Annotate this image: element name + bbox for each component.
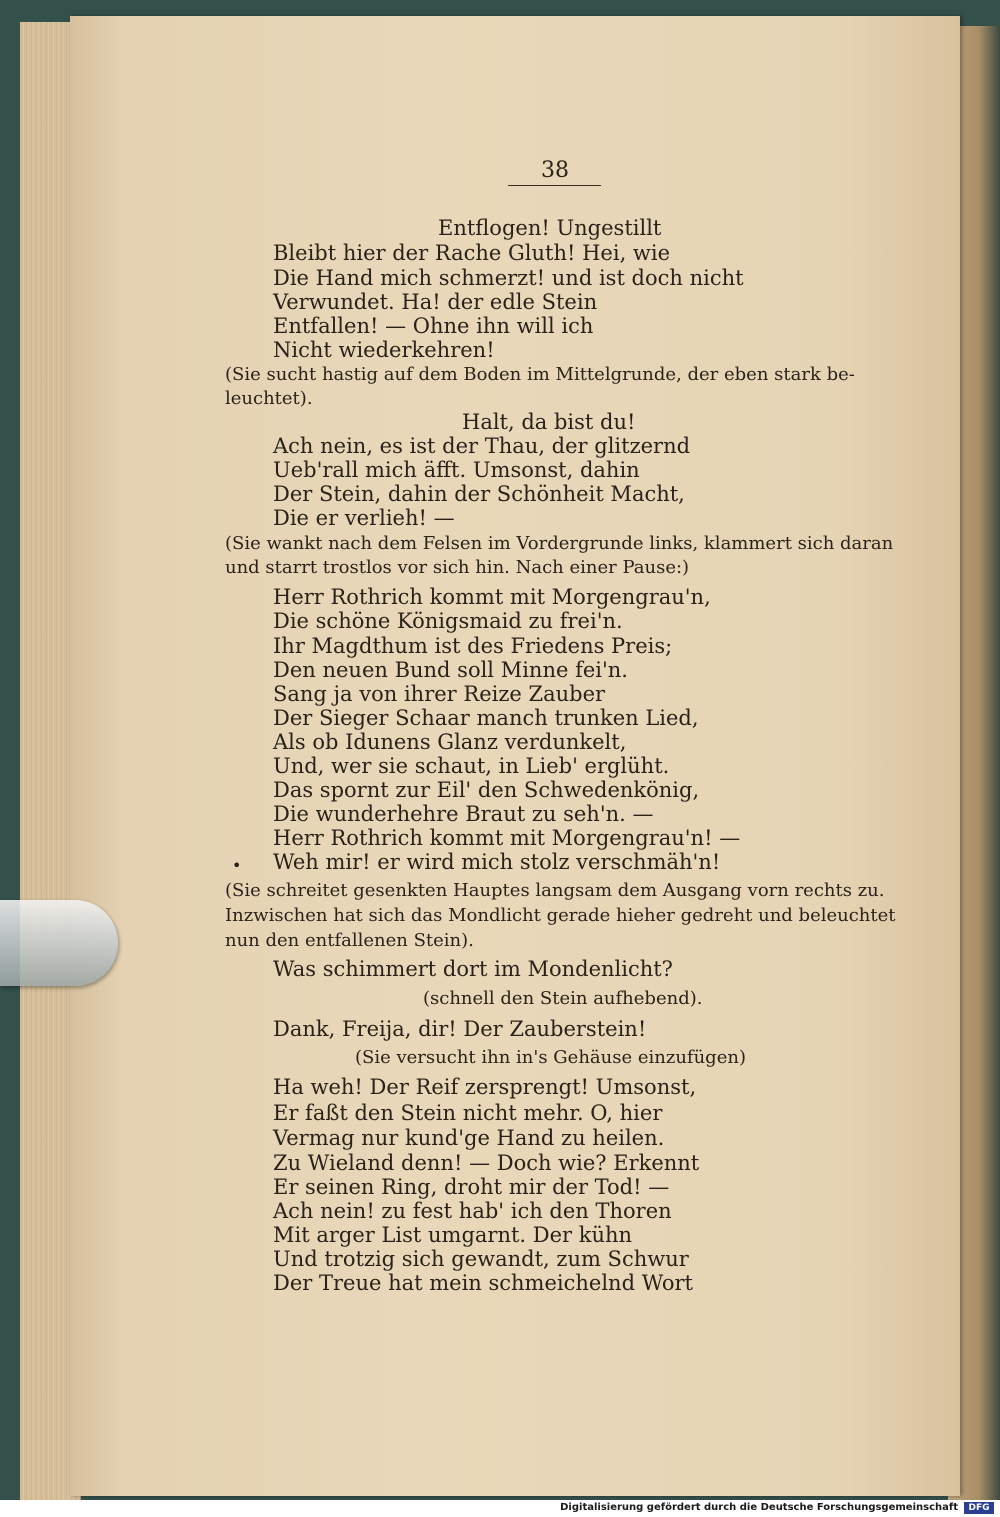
stage-direction-line: (Sie versucht ihn in's Gehäuse einzufügen) <box>355 1047 746 1068</box>
text-line: Mit arger List umgarnt. Der kühn <box>273 1223 633 1247</box>
stage-direction-line: (schnell den Stein aufhebend). <box>423 988 703 1009</box>
page-number-rule <box>508 185 601 186</box>
text-line: Ueb'rall mich äfft. Umsonst, dahin <box>273 458 640 482</box>
stage-direction-line: leuchtet). <box>225 388 313 409</box>
text-line: Halt, da bist du! <box>462 410 636 434</box>
text-line: Zu Wieland denn! — Doch wie? Erkennt <box>273 1151 700 1175</box>
text-line: Ach nein! zu fest hab' ich den Thoren <box>273 1199 672 1223</box>
text-line: Bleibt hier der Rache Gluth! Hei, wie <box>273 241 671 265</box>
funding-note: Digitalisierung gefördert durch die Deutsche Forschungsgemeinschaft <box>560 1502 958 1513</box>
text-line: Ach nein, es ist der Thau, der glitzernd <box>273 434 691 458</box>
text-line: Sang ja von ihrer Reize Zauber <box>273 682 606 706</box>
text-line: Die schöne Königsmaid zu frei'n. <box>273 609 623 633</box>
text-line: Den neuen Bund soll Minne fei'n. <box>273 658 628 682</box>
text-line: Vermag nur kund'ge Hand zu heilen. <box>273 1126 665 1150</box>
stage-direction-line: nun den entfallenen Stein). <box>225 930 474 951</box>
margin-mark: • <box>232 856 242 875</box>
text-line: Weh mir! er wird mich stolz verschmäh'n! <box>273 850 721 874</box>
footer-bar <box>0 1500 1000 1517</box>
text-line: Er faßt den Stein nicht mehr. O, hier <box>273 1101 663 1125</box>
text-line: Die wunderhehre Braut zu seh'n. — <box>273 802 654 826</box>
text-line: Ihr Magdthum ist des Friedens Preis; <box>273 634 673 658</box>
text-line: Als ob Idunens Glanz verdunkelt, <box>273 730 627 754</box>
stage-direction-line: (Sie sucht hastig auf dem Boden im Mittelgrunde, der eben stark be- <box>225 364 855 385</box>
page-clip <box>0 900 118 986</box>
text-line: Ha weh! Der Reif zersprengt! Umsonst, <box>273 1075 697 1099</box>
text-line: Dank, Freija, dir! Der Zauberstein! <box>273 1017 647 1041</box>
text-line: Herr Rothrich kommt mit Morgengrau'n, <box>273 585 711 609</box>
text-line: Die Hand mich schmerzt! und ist doch nicht <box>273 266 744 290</box>
text-line: Entfallen! — Ohne ihn will ich <box>273 314 594 338</box>
dfg-logo: DFG <box>964 1502 994 1514</box>
text-line: Und trotzig sich gewandt, zum Schwur <box>273 1247 689 1271</box>
text-line: Und, wer sie schaut, in Lieb' erglüht. <box>273 754 670 778</box>
text-line: Was schimmert dort im Mondenlicht? <box>273 957 673 981</box>
stage-direction-line: (Sie wankt nach dem Felsen im Vordergrunde links, klammert sich daran <box>225 533 894 554</box>
text-line: Er seinen Ring, droht mir der Tod! — <box>273 1175 670 1199</box>
text-line: Der Treue hat mein schmeichelnd Wort <box>273 1271 693 1295</box>
stage-direction-line: und starrt trostlos vor sich hin. Nach einer Pause:) <box>225 557 690 578</box>
text-line: Verwundet. Ha! der edle Stein <box>273 290 598 314</box>
text-line: Nicht wiederkehren! <box>273 338 495 362</box>
stage-direction-line: Inzwischen hat sich das Mondlicht gerade hieher gedreht und beleuchtet <box>225 905 896 926</box>
text-line: Das spornt zur Eil' den Schwedenkönig, <box>273 778 700 802</box>
page-number: 38 <box>541 158 569 183</box>
stage-direction-line: (Sie schreitet gesenkten Hauptes langsam dem Ausgang vorn rechts zu. <box>225 880 885 901</box>
text-line: Der Sieger Schaar manch trunken Lied, <box>273 706 699 730</box>
text-line: Entflogen! Ungestillt <box>438 216 662 240</box>
text-line: Der Stein, dahin der Schönheit Macht, <box>273 482 685 506</box>
text-line: Die er verlieh! — <box>273 506 455 530</box>
text-line: Herr Rothrich kommt mit Morgengrau'n! — <box>273 826 741 850</box>
